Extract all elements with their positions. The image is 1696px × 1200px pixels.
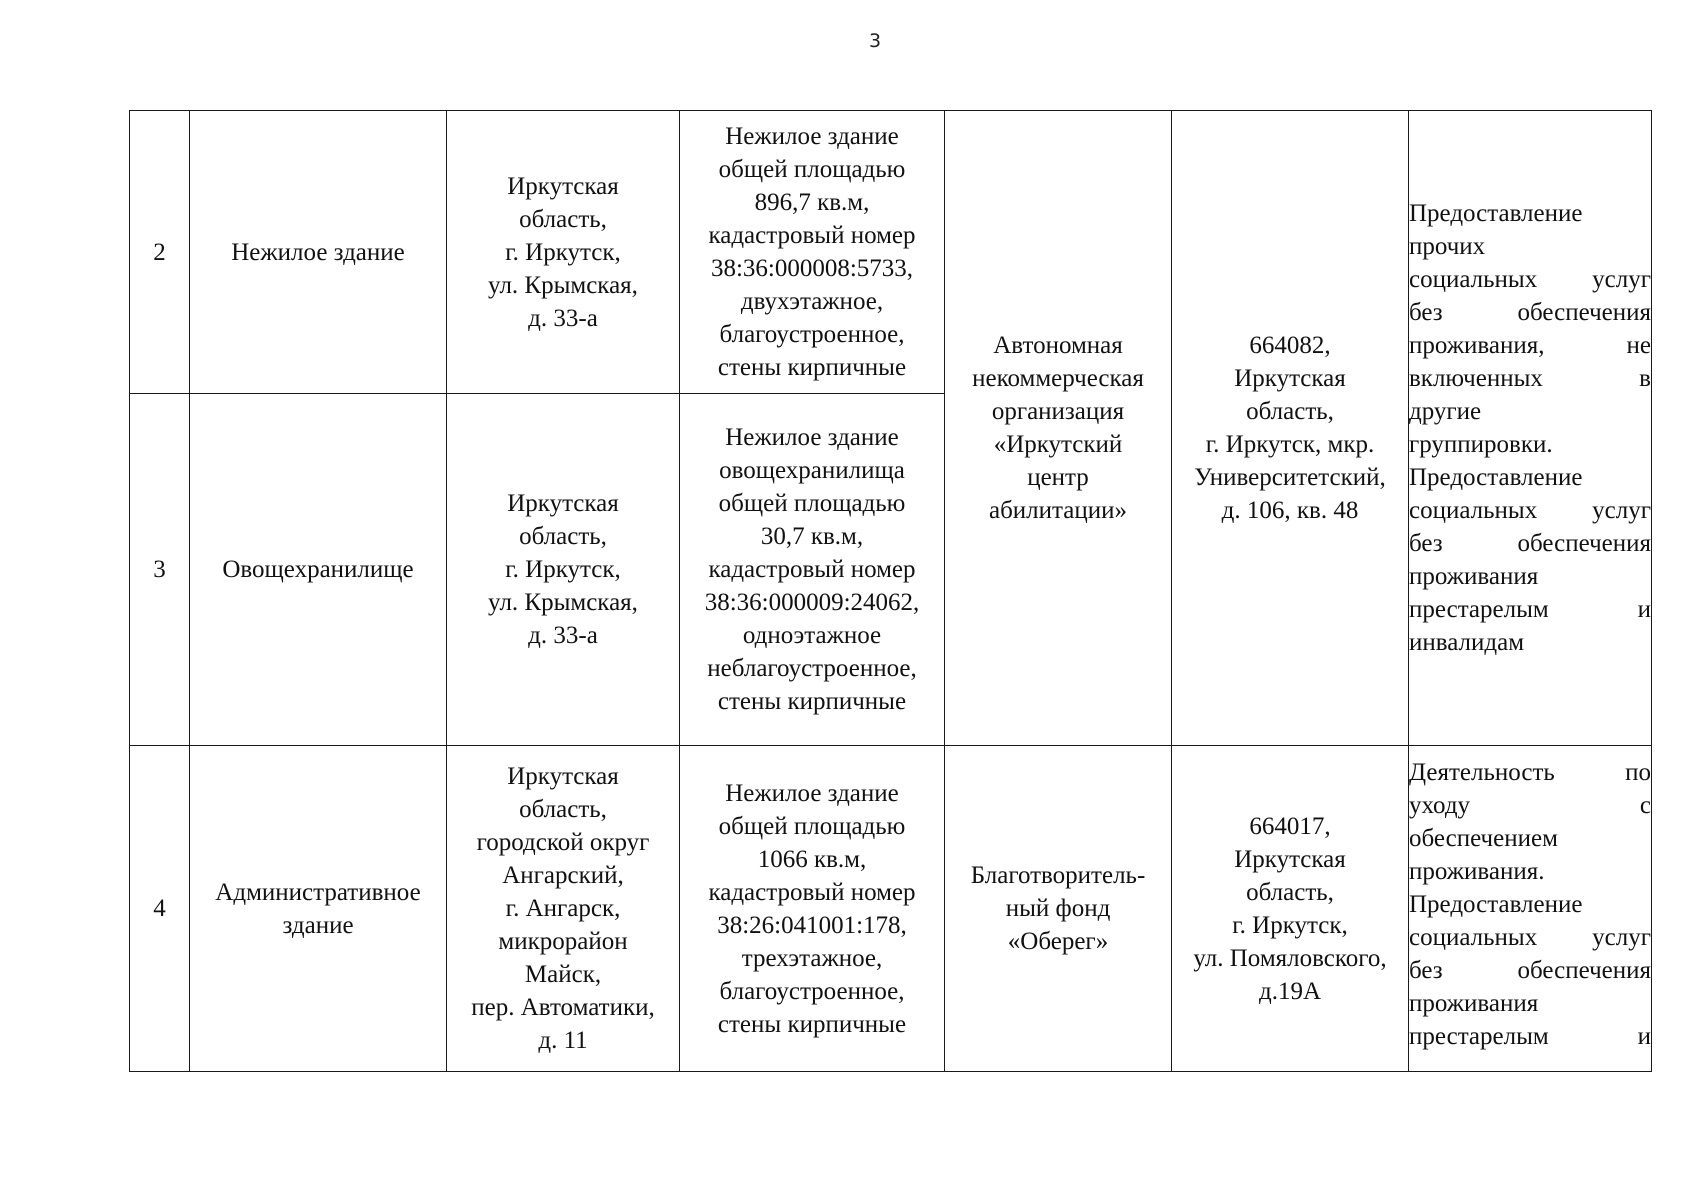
activity-line: без обеспечения xyxy=(1409,530,1651,557)
page-number: 3 xyxy=(868,30,882,52)
property-name: Овощехранилище xyxy=(190,394,447,746)
organization-name: Благотворитель- ный фонд «Оберег» xyxy=(945,746,1172,1072)
activity-line: Предоставление xyxy=(1409,891,1583,918)
property-address: Иркутская область, г. Иркутск, ул. Крымская, д. 33-а xyxy=(447,394,680,746)
activity-line: Предоставление xyxy=(1409,200,1583,227)
activity-line: группировки. xyxy=(1409,431,1553,458)
activity-line: инвалидам xyxy=(1409,629,1525,656)
property-description: Нежилое здание овощехранилища общей площадью 30,7 кв.м, кадастровый номер 38:36:000009:24062, одноэтажное неблагоустроенное, стены кирпичные xyxy=(680,394,945,746)
activity-line: обеспечением xyxy=(1409,825,1558,852)
activity-line: прочих xyxy=(1409,233,1486,260)
property-description: Нежилое здание общей площадью 1066 кв.м, кадастровый номер 38:26:041001:178, трехэтажное, благоустроенное, стены кирпичные xyxy=(680,746,945,1072)
organization-name: Автономная некоммерческая организация «Иркутский центр абилитации» xyxy=(945,111,1172,746)
property-address: Иркутская область, г. Иркутск, ул. Крымская, д. 33-а xyxy=(447,111,680,394)
activity-description xyxy=(1409,746,1652,1072)
organization-address: 664082, Иркутская область, г. Иркутск, мкр. Университетский, д. 106, кв. 48 xyxy=(1172,111,1409,746)
activity-line: уходу с xyxy=(1409,792,1651,819)
activity-line: проживания, не xyxy=(1409,332,1651,359)
row-number: 2 xyxy=(130,111,190,394)
activity-line: без обеспечения xyxy=(1409,299,1651,326)
row-number: 3 xyxy=(130,394,190,746)
activity-line: социальных услуг xyxy=(1409,924,1651,951)
property-name: Административное здание xyxy=(190,746,447,1072)
activity-line: включенных в xyxy=(1409,365,1651,392)
table-row xyxy=(130,111,1652,394)
property-description: Нежилое здание общей площадью 896,7 кв.м, кадастровый номер 38:36:000008:5733, двухэтажное, благоустроенное, стены кирпичные xyxy=(680,111,945,394)
activity-line: социальных услуг xyxy=(1409,266,1651,293)
activity-line: без обеспечения xyxy=(1409,957,1651,984)
activity-line: Деятельность по xyxy=(1409,759,1651,786)
row-number: 4 xyxy=(130,746,190,1072)
activity-line: другие xyxy=(1409,398,1482,425)
activity-line: проживания xyxy=(1409,563,1539,590)
organization-address: 664017, Иркутская область, г. Иркутск, ул. Помяловского, д.19А xyxy=(1172,746,1409,1072)
table-row xyxy=(130,746,1652,1072)
activity-line: престарелым и xyxy=(1409,596,1651,623)
activity-description xyxy=(1409,111,1652,746)
activity-line: престарелым и xyxy=(1409,1023,1651,1050)
property-name: Нежилое здание xyxy=(190,111,447,394)
activity-line: проживания xyxy=(1409,990,1539,1017)
property-registry-table xyxy=(129,110,1652,1072)
activity-line: Предоставление xyxy=(1409,464,1583,491)
activity-line: социальных услуг xyxy=(1409,497,1651,524)
property-address: Иркутская область, городской округ Ангарский, г. Ангарск, микрорайон Майск, пер. Автоматики, д. 11 xyxy=(447,746,680,1072)
activity-line: проживания. xyxy=(1409,858,1545,885)
